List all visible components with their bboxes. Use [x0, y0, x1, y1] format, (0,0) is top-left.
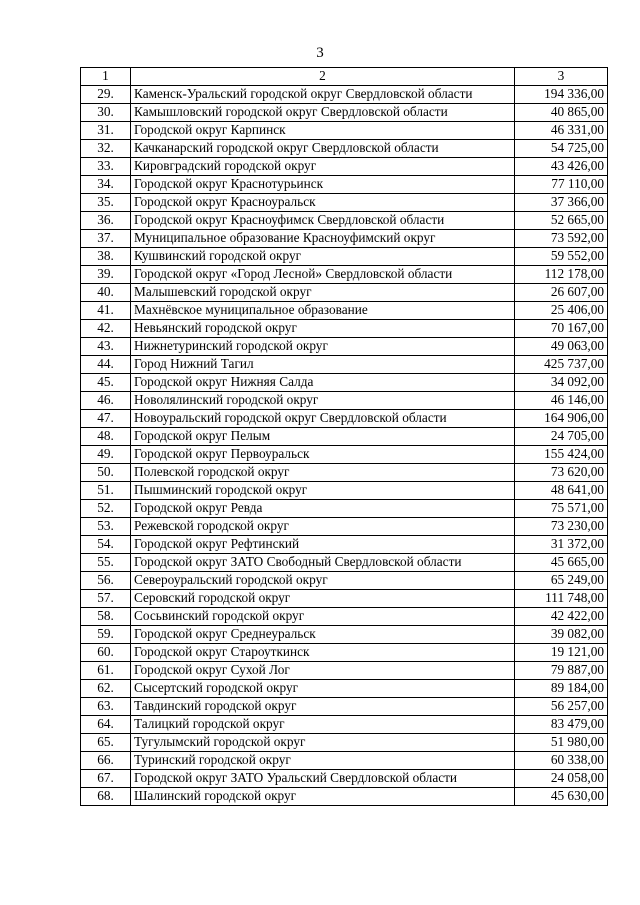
municipality-name-cell: Пышминский городской округ: [131, 482, 515, 500]
amount-cell: 54 725,00: [515, 140, 608, 158]
row-number-cell: 66.: [81, 752, 131, 770]
municipality-name-cell: Городской округ Красноуфимск Свердловской области: [131, 212, 515, 230]
amount-cell: 51 980,00: [515, 734, 608, 752]
municipality-name-cell: Городской округ «Город Лесной» Свердловской области: [131, 266, 515, 284]
table-row: [81, 374, 608, 392]
column-header-2: 2: [131, 68, 515, 86]
amount-cell: 31 372,00: [515, 536, 608, 554]
table-row: [81, 104, 608, 122]
table-row: [81, 590, 608, 608]
row-number-cell: 41.: [81, 302, 131, 320]
table-row: [81, 212, 608, 230]
table-row: [81, 554, 608, 572]
table-row: [81, 248, 608, 266]
row-number-cell: 48.: [81, 428, 131, 446]
row-number-cell: 61.: [81, 662, 131, 680]
table-row: [81, 194, 608, 212]
row-number-cell: 36.: [81, 212, 131, 230]
municipality-name-cell: Малышевский городской округ: [131, 284, 515, 302]
amount-cell: 73 592,00: [515, 230, 608, 248]
municipality-name-cell: Шалинский городской округ: [131, 788, 515, 806]
table-row: [81, 662, 608, 680]
row-number-cell: 64.: [81, 716, 131, 734]
table-row: [81, 626, 608, 644]
amount-cell: 46 146,00: [515, 392, 608, 410]
amount-cell: 89 184,00: [515, 680, 608, 698]
row-number-cell: 59.: [81, 626, 131, 644]
amount-cell: 164 906,00: [515, 410, 608, 428]
municipality-name-cell: Полевской городской округ: [131, 464, 515, 482]
table-row: [81, 338, 608, 356]
table-row: [81, 284, 608, 302]
amount-cell: 37 366,00: [515, 194, 608, 212]
table-row: [81, 410, 608, 428]
municipality-name-cell: Кировградский городской округ: [131, 158, 515, 176]
table-row: [81, 122, 608, 140]
table-row: [81, 644, 608, 662]
table-row: [81, 86, 608, 104]
municipality-name-cell: Качканарский городской округ Свердловской области: [131, 140, 515, 158]
row-number-cell: 63.: [81, 698, 131, 716]
municipality-name-cell: Камышловский городской округ Свердловской области: [131, 104, 515, 122]
amount-cell: 425 737,00: [515, 356, 608, 374]
row-number-cell: 30.: [81, 104, 131, 122]
table-row: [81, 428, 608, 446]
row-number-cell: 29.: [81, 86, 131, 104]
table-row: [81, 716, 608, 734]
amount-cell: 19 121,00: [515, 644, 608, 662]
column-header-3: 3: [515, 68, 608, 86]
row-number-cell: 42.: [81, 320, 131, 338]
municipality-name-cell: Городской округ Карпинск: [131, 122, 515, 140]
amount-cell: 83 479,00: [515, 716, 608, 734]
amount-cell: 52 665,00: [515, 212, 608, 230]
row-number-cell: 56.: [81, 572, 131, 590]
municipality-name-cell: Городской округ Староуткинск: [131, 644, 515, 662]
municipality-name-cell: Невьянский городской округ: [131, 320, 515, 338]
row-number-cell: 32.: [81, 140, 131, 158]
municipality-name-cell: Городской округ Рефтинский: [131, 536, 515, 554]
row-number-cell: 45.: [81, 374, 131, 392]
amount-cell: 155 424,00: [515, 446, 608, 464]
municipality-name-cell: Городской округ Нижняя Салда: [131, 374, 515, 392]
row-number-cell: 49.: [81, 446, 131, 464]
row-number-cell: 54.: [81, 536, 131, 554]
amount-cell: 65 249,00: [515, 572, 608, 590]
table-row: [81, 536, 608, 554]
table-row: [81, 482, 608, 500]
row-number-cell: 31.: [81, 122, 131, 140]
municipality-name-cell: Североуральский городской округ: [131, 572, 515, 590]
amount-cell: 70 167,00: [515, 320, 608, 338]
municipality-name-cell: Тавдинский городской округ: [131, 698, 515, 716]
row-number-cell: 68.: [81, 788, 131, 806]
table-row: [81, 518, 608, 536]
amount-cell: 34 092,00: [515, 374, 608, 392]
municipality-name-cell: Город Нижний Тагил: [131, 356, 515, 374]
table-row: [81, 770, 608, 788]
municipality-name-cell: Городской округ ЗАТО Свободный Свердловской области: [131, 554, 515, 572]
table-body: [81, 68, 608, 806]
municipality-name-cell: Серовский городской округ: [131, 590, 515, 608]
table-row: [81, 320, 608, 338]
amount-cell: 49 063,00: [515, 338, 608, 356]
table-row: [81, 734, 608, 752]
table-row: [81, 176, 608, 194]
municipality-name-cell: Городской округ Красноуральск: [131, 194, 515, 212]
amount-cell: 40 865,00: [515, 104, 608, 122]
amount-cell: 42 422,00: [515, 608, 608, 626]
municipality-name-cell: Махнёвское муниципальное образование: [131, 302, 515, 320]
row-number-cell: 51.: [81, 482, 131, 500]
municipality-name-cell: Нижнетуринский городской округ: [131, 338, 515, 356]
row-number-cell: 50.: [81, 464, 131, 482]
column-header-1: 1: [81, 68, 131, 86]
municipality-name-cell: Сысертский городской округ: [131, 680, 515, 698]
page-number: 3: [316, 45, 324, 61]
row-number-cell: 53.: [81, 518, 131, 536]
table-row: [81, 572, 608, 590]
row-number-cell: 39.: [81, 266, 131, 284]
amount-cell: 39 082,00: [515, 626, 608, 644]
municipality-name-cell: Городской округ Сухой Лог: [131, 662, 515, 680]
amount-cell: 45 665,00: [515, 554, 608, 572]
municipality-name-cell: Тугулымский городской округ: [131, 734, 515, 752]
amount-cell: 79 887,00: [515, 662, 608, 680]
table-row: [81, 140, 608, 158]
allocation-table: [80, 67, 608, 806]
row-number-cell: 46.: [81, 392, 131, 410]
amount-cell: 43 426,00: [515, 158, 608, 176]
row-number-cell: 65.: [81, 734, 131, 752]
municipality-name-cell: Городской округ Пелым: [131, 428, 515, 446]
municipality-name-cell: Туринский городской округ: [131, 752, 515, 770]
table-row: [81, 230, 608, 248]
table-row: [81, 302, 608, 320]
amount-cell: 111 748,00: [515, 590, 608, 608]
row-number-cell: 67.: [81, 770, 131, 788]
row-number-cell: 57.: [81, 590, 131, 608]
amount-cell: 24 705,00: [515, 428, 608, 446]
row-number-cell: 38.: [81, 248, 131, 266]
row-number-cell: 58.: [81, 608, 131, 626]
amount-cell: 75 571,00: [515, 500, 608, 518]
amount-cell: 25 406,00: [515, 302, 608, 320]
row-number-cell: 33.: [81, 158, 131, 176]
amount-cell: 24 058,00: [515, 770, 608, 788]
amount-cell: 48 641,00: [515, 482, 608, 500]
municipality-name-cell: Режевской городской округ: [131, 518, 515, 536]
amount-cell: 46 331,00: [515, 122, 608, 140]
municipality-name-cell: Городской округ ЗАТО Уральский Свердловской области: [131, 770, 515, 788]
table-row: [81, 446, 608, 464]
table-row: [81, 356, 608, 374]
amount-cell: 56 257,00: [515, 698, 608, 716]
row-number-cell: 40.: [81, 284, 131, 302]
table-row: [81, 266, 608, 284]
amount-cell: 26 607,00: [515, 284, 608, 302]
table-row: [81, 500, 608, 518]
row-number-cell: 44.: [81, 356, 131, 374]
municipality-name-cell: Городской округ Ревда: [131, 500, 515, 518]
amount-cell: 112 178,00: [515, 266, 608, 284]
amount-cell: 59 552,00: [515, 248, 608, 266]
table-row: [81, 752, 608, 770]
row-number-cell: 62.: [81, 680, 131, 698]
table-row: [81, 464, 608, 482]
municipality-name-cell: Муниципальное образование Красноуфимский округ: [131, 230, 515, 248]
municipality-name-cell: Новолялинский городской округ: [131, 392, 515, 410]
municipality-name-cell: Кушвинский городской округ: [131, 248, 515, 266]
municipality-name-cell: Талицкий городской округ: [131, 716, 515, 734]
table-row: [81, 698, 608, 716]
municipality-name-cell: Новоуральский городской округ Свердловской области: [131, 410, 515, 428]
table-row: [81, 158, 608, 176]
table-row: [81, 680, 608, 698]
amount-cell: 45 630,00: [515, 788, 608, 806]
row-number-cell: 55.: [81, 554, 131, 572]
municipality-name-cell: Городской округ Среднеуральск: [131, 626, 515, 644]
row-number-cell: 47.: [81, 410, 131, 428]
amount-cell: 194 336,00: [515, 86, 608, 104]
row-number-cell: 60.: [81, 644, 131, 662]
amount-cell: 73 230,00: [515, 518, 608, 536]
municipality-name-cell: Городской округ Краснотурьинск: [131, 176, 515, 194]
row-number-cell: 52.: [81, 500, 131, 518]
table-row: [81, 788, 608, 806]
row-number-cell: 37.: [81, 230, 131, 248]
table-row: [81, 608, 608, 626]
municipality-name-cell: Каменск-Уральский городской округ Свердловской области: [131, 86, 515, 104]
table-header-row: [81, 68, 608, 86]
amount-cell: 77 110,00: [515, 176, 608, 194]
row-number-cell: 43.: [81, 338, 131, 356]
municipality-name-cell: Городской округ Первоуральск: [131, 446, 515, 464]
row-number-cell: 34.: [81, 176, 131, 194]
row-number-cell: 35.: [81, 194, 131, 212]
amount-cell: 73 620,00: [515, 464, 608, 482]
municipality-name-cell: Сосьвинский городской округ: [131, 608, 515, 626]
table-row: [81, 392, 608, 410]
amount-cell: 60 338,00: [515, 752, 608, 770]
